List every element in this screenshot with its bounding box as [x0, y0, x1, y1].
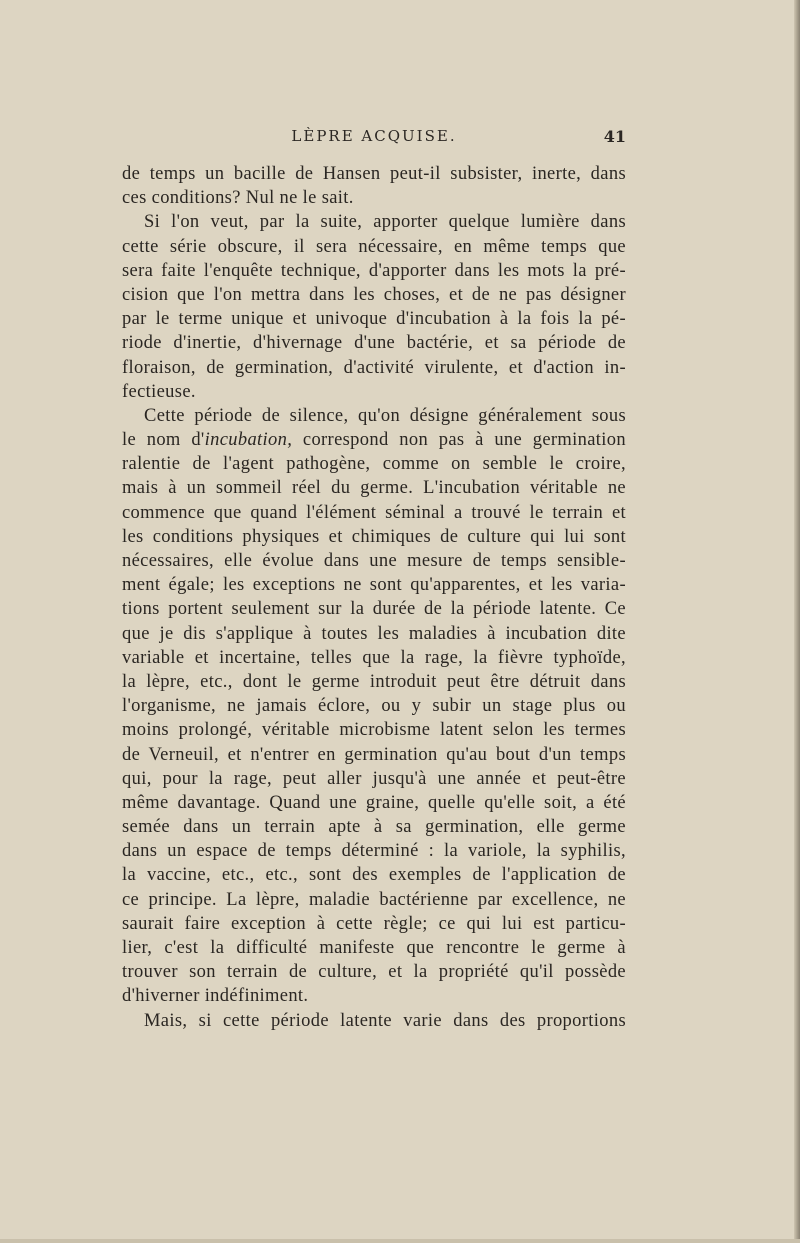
text-line: ce principe. La lèpre, maladie bactérienne par excellence, ne	[122, 889, 626, 910]
text-line: qui, pour la rage, peut aller jusqu'à une année et peut-être	[122, 768, 626, 789]
text-line-incubation	[122, 428, 626, 452]
text-line: ralentie de l'agent pathogène, comme on semble le croire,	[122, 454, 626, 475]
text-line: riode d'inertie, d'hivernage d'une bactérie, et sa période de	[122, 333, 626, 354]
text-line: dans un espace de temps déterminé : la variole, la syphilis,	[122, 841, 626, 862]
page-bottom-edge	[0, 1239, 800, 1243]
text-line: de Verneuil, et n'entrer en germination qu'au bout d'un temps	[122, 744, 626, 765]
text-line: cision que l'on mettra dans les choses, et de ne pas désigner	[122, 284, 626, 305]
text-line: de temps un bacille de Hansen peut-il subsister, inerte, dans	[122, 164, 626, 184]
text-line: moins prolongé, véritable microbisme latent selon les termes	[122, 720, 626, 741]
text-line: trouver son terrain de culture, et la propriété qu'il possède	[122, 962, 626, 983]
text-line: ment égale; les exceptions ne sont qu'apparentes, et les varia-	[122, 575, 626, 596]
text-line: d'hiverner indéfiniment.	[122, 986, 309, 1007]
text-line: variable et incertaine, telles que la rage, la fièvre typhoïde,	[122, 647, 626, 668]
page-header	[122, 127, 626, 151]
text-line: saurait faire exception à cette règle; ce qui lui est particu-	[122, 913, 626, 934]
text-line: fectieuse.	[122, 381, 196, 402]
line-prefix: le nom d'	[122, 430, 205, 451]
text-line: sera faite l'enquête technique, d'apporter dans les mots la pré-	[122, 260, 626, 281]
page-edge-shadow	[794, 0, 800, 1243]
text-line: l'organisme, ne jamais éclore, ou y subir un stage plus ou	[122, 696, 626, 717]
running-title: LÈPRE ACQUISE.	[291, 127, 457, 145]
paragraph-start: Mais, si cette période latente varie dans des proportions	[144, 1010, 626, 1031]
text-line: commence que quand l'élément séminal a trouvé le terrain et	[122, 502, 626, 523]
text-line: tions portent seulement sur la durée de la période latente. Ce	[122, 599, 626, 620]
text-line: floraison, de germination, d'activité virulente, et d'action in-	[122, 357, 626, 378]
text-line: la vaccine, etc., etc., sont des exemples de l'application de	[122, 865, 626, 886]
page-number: 41	[603, 127, 626, 146]
line-rest: correspond non pas à une germination	[302, 430, 626, 451]
text-line: semée dans un terrain apte à sa germination, elle germe	[122, 817, 626, 838]
paragraph-start: Cette période de silence, qu'on désigne généralement sous	[144, 405, 626, 426]
text-line: ces conditions? Nul ne le sait.	[122, 188, 354, 209]
body-text	[122, 162, 626, 1033]
text-line: par le terme unique et univoque d'incubation à la fois la pé-	[122, 309, 626, 330]
text-line: même davantage. Quand une graine, quelle qu'elle soit, a été	[122, 792, 626, 813]
text-line: nécessaires, elle évolue dans une mesure de temps sensible-	[122, 551, 626, 571]
text-line: cette série obscure, il sera nécessaire, en même temps que	[122, 236, 626, 257]
paragraph-start: Si l'on veut, par la suite, apporter quelque lumière dans	[144, 212, 626, 233]
text-line: que je dis s'applique à toutes les maladies à incubation dite	[122, 623, 626, 644]
text-line: mais à un sommeil réel du germe. L'incubation véritable ne	[122, 478, 626, 499]
italic-term: incubation,	[204, 430, 293, 451]
text-line: les conditions physiques et chimiques de culture qui lui sont	[122, 526, 626, 547]
text-line: lier, c'est la difficulté manifeste que rencontre le germe à	[122, 938, 626, 958]
text-line: la lèpre, etc., dont le germe introduit peut être détruit dans	[122, 671, 626, 692]
